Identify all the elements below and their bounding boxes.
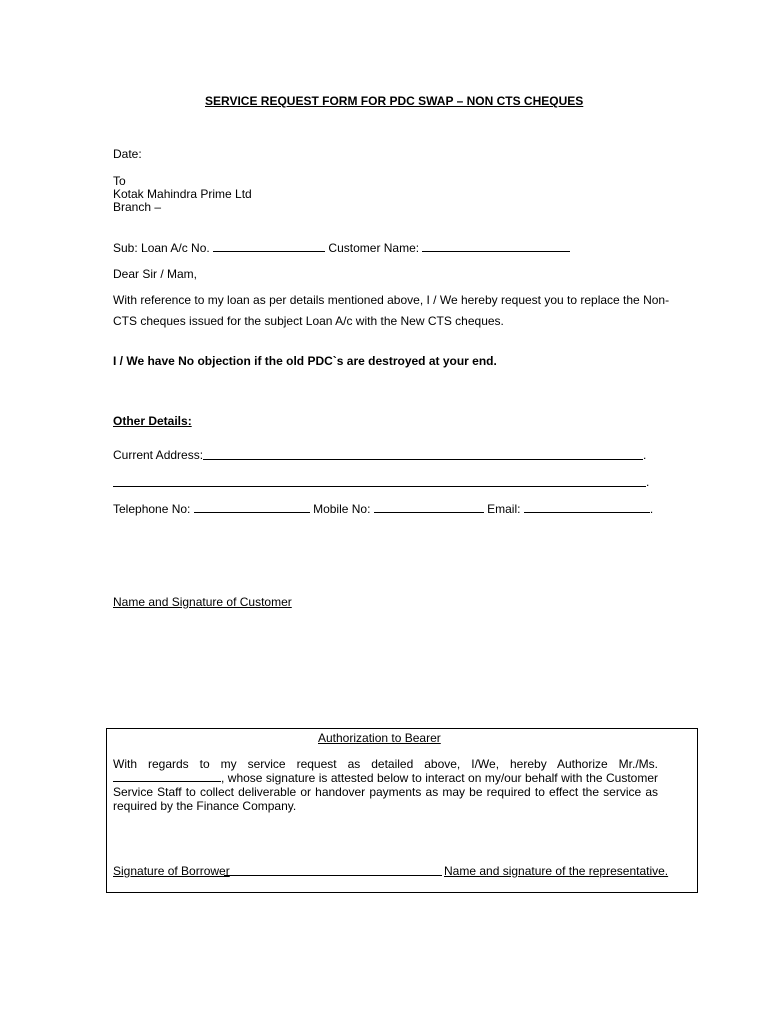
address-line-2-field[interactable] [113,486,646,487]
telephone-label: Telephone No: [113,502,191,516]
customer-name-label: Customer Name: [328,241,420,255]
no-objection-statement: I / We have No objection if the old PDC`s are destroyed at your end. [113,354,497,368]
authorization-heading: Authorization to Bearer [318,731,441,745]
date-label: Date: [113,147,142,161]
customer-name-field[interactable] [422,241,570,252]
bearer-name-field[interactable] [113,771,221,782]
salutation: Dear Sir / Mam, [113,267,198,281]
address-line-2-end-mark: . [646,475,650,489]
authorization-text-start: With regards to my service request as detailed above, I/We, hereby Authorize Mr./Ms. [113,757,658,771]
customer-signature-label: Name and Signature of Customer [113,595,292,609]
current-address-label: Current Address: [113,448,204,462]
email-end-mark: . [649,502,654,516]
email-field[interactable] [524,502,650,513]
mobile-label: Mobile No: [313,502,371,516]
borrower-signature-label: Signature of Borrower [113,864,230,878]
current-address-field[interactable] [203,459,643,460]
loan-account-field[interactable] [213,241,325,252]
loan-account-label: Sub: Loan A/c No. [113,241,210,255]
authorization-text-rest: whose signature is attested below to interact on my/our behalf with the Customer Service Staff to collect deliverable or handover payments as may be required to effect the service as required by the Finance Company. [113,771,658,813]
subject-line [113,241,570,255]
authorization-paragraph [113,757,658,813]
authorization-comma: , [221,771,225,785]
body-line-2: CTS cheques issued for the subject Loan A/c with the New CTS cheques. [113,314,504,328]
borrower-signature-field[interactable] [224,875,442,876]
address-end-mark: . [643,448,647,462]
to-label: To [113,174,126,188]
form-title: SERVICE REQUEST FORM FOR PDC SWAP – NON CTS CHEQUES [205,94,584,108]
branch-label: Branch – [113,200,162,214]
company-name: Kotak Mahindra Prime Ltd [113,187,252,201]
body-line-1: With reference to my loan as per details mentioned above, I / We hereby request you to replace the Non- [113,293,670,307]
representative-signature-label: Name and signature of the representative. [444,864,669,878]
telephone-field[interactable] [194,502,310,513]
email-label: Email: [487,502,521,516]
other-details-heading: Other Details: [113,414,192,428]
mobile-field[interactable] [374,502,484,513]
contact-line [113,502,653,516]
